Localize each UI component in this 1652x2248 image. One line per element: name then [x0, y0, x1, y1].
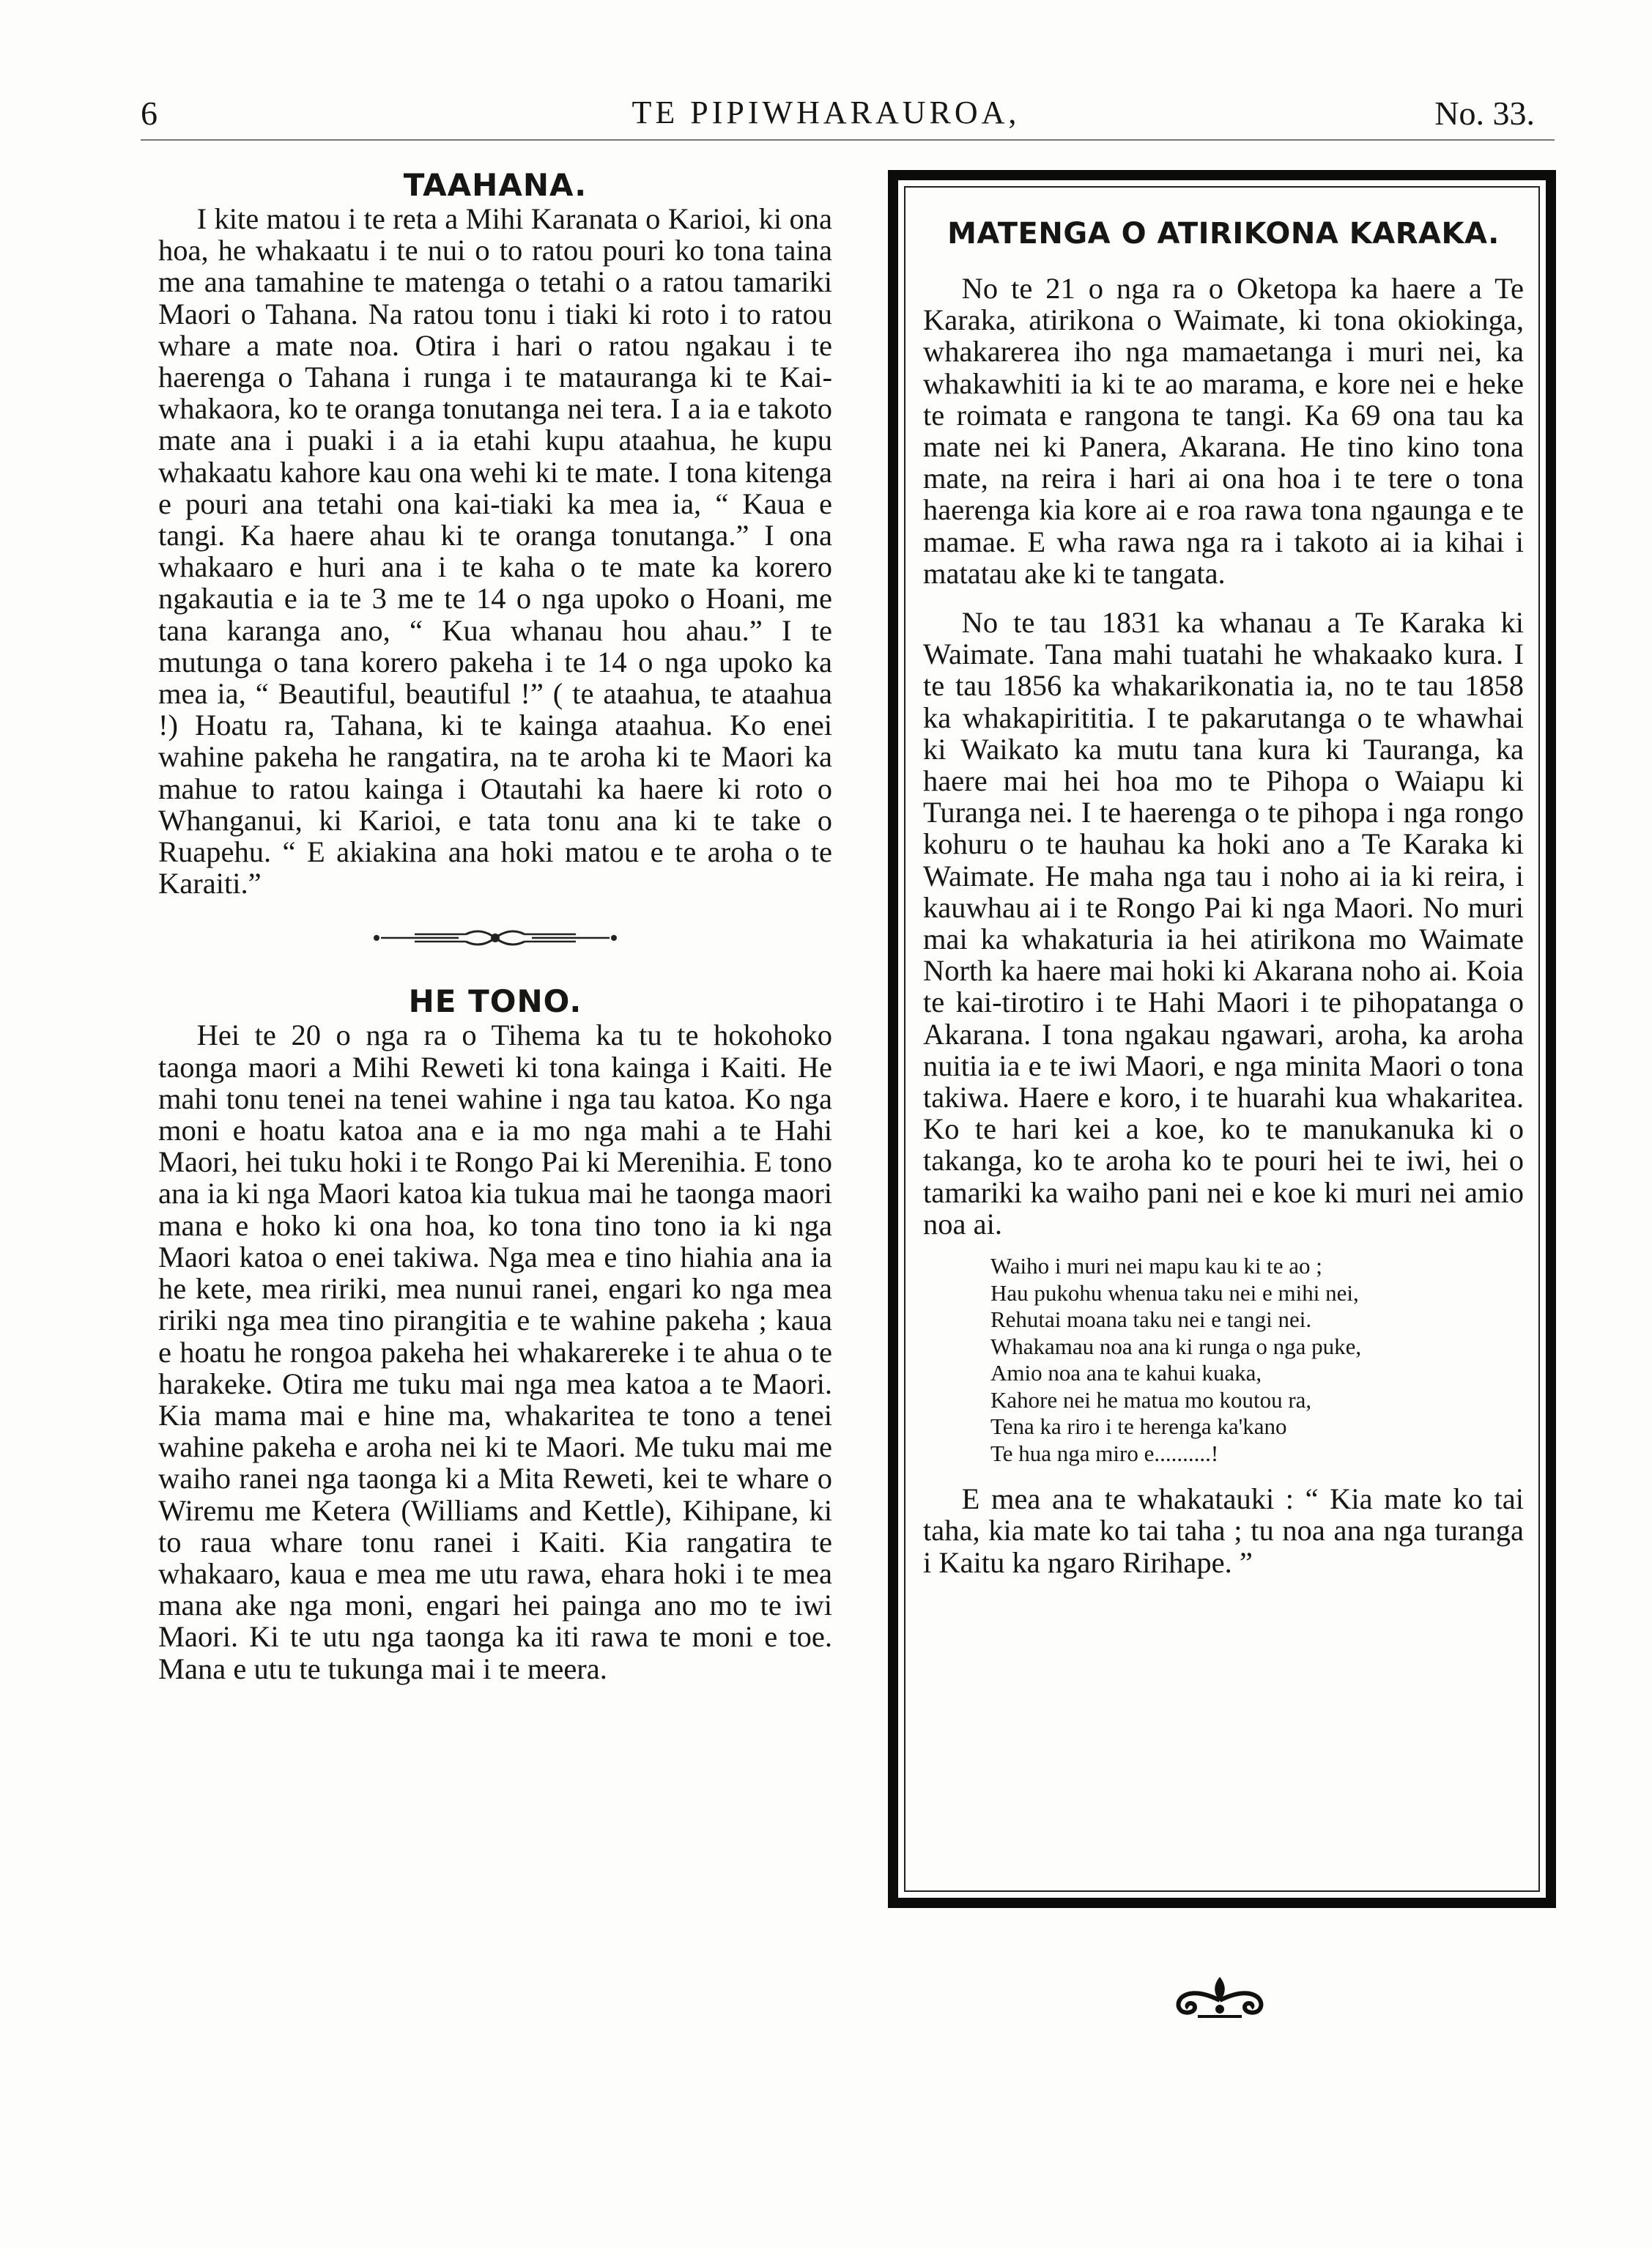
poem-line: Tena ka riro i te herenga ka'kano [990, 1413, 1287, 1440]
left-column [158, 167, 832, 1685]
poem-line: Rehutai moana taku nei e tangi nei. [990, 1306, 1312, 1333]
mourning-border-box [888, 170, 1556, 1908]
right-column [888, 170, 1556, 1908]
article-title-he-tono: HE TONO. [408, 983, 582, 1020]
poem-line: Waiho i muri nei mapu kau ki te ao ; [990, 1253, 1322, 1279]
poem-line: Hau pukohu whenua taku nei e mihi nei, [990, 1279, 1359, 1306]
header-rule [141, 139, 1555, 141]
ornament-icon [371, 925, 620, 950]
running-header [0, 0, 1652, 147]
article-title-taahana: TAAHANA. [403, 167, 588, 203]
publication-title: TE PIPIWHARAUROA, [631, 95, 1021, 130]
poem-line: Kahore nei he matua mo koutou ra, [990, 1386, 1312, 1413]
article-body-he-tono: Hei te 20 o nga ra o Tihema ka tu te hokohoko taonga maori a Mihi Reweti ki tona kainga i Kaiti. He mahi tonu tenei na tenei wahine i nga tau katoa. Ko nga moni e hoatu katoa ana e ia mo nga mahi a te Hahi Maori, hei tuku hoki i te Rongo Pai ki Merenihia. E tono ana ia ki nga Maori katoa kia tukua mai he taonga maori mana e hoko ki ona hoa, ko tona tino tono ia ki nga Maori katoa o enei takiwa. Nga mea e tino hiahia ana ia he kete, mea ririki, mea nunui ranei, engari ko nga mea ririki nga mea tino pirangitia e te wahine pakeha ; kaua e hoatu he rongoa pakeha hei whakarereke i te ahua o te harakeke. Otira me tuku mai nga mea katoa a te Maori. Kia mama mai e hine ma, whakaritea te tono a tenei wahine pakeha e aroha nei ki te Maori. Me tuku mai me waiho ranei nga taonga ki a Mita Reweti, kei te whare o Wiremu me Ketera (Williams and Kettle), Kihipane, ki to raua whare tonu ranei i Kaiti. Kia rangatira te whakaaro, kaua e mea me utu rawa, ehara hoki i te mea mana ake nga moni, engari hei painga ano mo te iwi Maori. Ki te utu nga taonga ka iti rawa te moni e toe. Mana e utu te tukunga mai i te meera. [158, 1018, 832, 1685]
lament-poem [990, 1253, 1524, 1467]
page-number: 6 [141, 95, 158, 132]
obituary-title: MATENGA O ATIRIKONA KARAKA. [947, 217, 1500, 251]
poem-line: Amio noa ana te kahui kuaka, [990, 1360, 1262, 1386]
obituary-paragraph-1: No te 21 o nga ra o Oketopa ka haere a Te Karaka, atirikona o Waimate, ki tona okiokinga, whakarerea iho nga mamaetanga i muri nei, ka whakawhiti ia ki te ao marama, e kore nei e heke te roimata e rangona te tangi. Ka 69 ona tau ka mate nei ki Panera, Akarana. He tino kino tona mate, na reira i hari ai ona hoa i te tere o tona haerenga kia kore ai e roa rawa tona ngaunga e te mamae. E wha rawa nga ra i takoto ai ia kihai i matatau ake ki te tangata. [923, 272, 1524, 590]
tailpiece-flourish-icon [1168, 1971, 1271, 2026]
obituary-paragraph-3: E mea ana te whakatauki : “ Kia mate ko tai taha, kia mate ko tai taha ; tu noa ana nga turanga i Kaitu ka ngaro Ririhape. ” [923, 1482, 1524, 1579]
obituary-paragraph-2: No te tau 1831 ka whanau a Te Karaka ki Waimate. Tana mahi tuatahi he whakaako kura. I te tau 1856 ka whakarikonatia ia, no te tau 1858 ka whakapirititia. I te pakarutanga o te whawhai ki Waikato ka mutu tana kura ki Tauranga, ka haere mai hei hoa mo te Pihopa o Waiapu ki Turanga nei. I te haerenga o te pihopa i nga rongo kohuru o te hauhau ka hoki ano a Te Karaka ki Waimate. He maha nga tau i noho ai ia ki reira, i kauwhau ai i te Rongo Pai ki nga Maori. No muri mai ka whakaturia ia hei atirikona mo Waimate North ka haere mai hoki ki Akarana noho ai. Koia te kai-tirotiro i te Hahi Maori i te pihopatanga o Akarana. I tona ngakau ngawari, aroha, ka aroha nuitia ia e te iwi Maori, e nga minita Maori o tona takiwa. Haere e koro, i te huarahi kua whakaritea. Ko te hari kei a koe, ko te manukanuka ki o takanga, ko te aroha ko te pouri hei te iwi, hei o tamariki ka waiho pani nei e koe ki muri nei amio noa ai. [923, 606, 1524, 1241]
poem-line: Whakamau noa ana ki runga o nga puke, [990, 1333, 1362, 1359]
article-body-taahana: I kite matou i te reta a Mihi Karanata o Karioi, ki ona hoa, he whakaatu i te nui o to ratou pouri ko tona taina me ana tamahine te matenga o tetahi o a ratou tamariki Maori o Tahana. Na ratou tonu i tiaki ki roto i to ratou whare a mate noa. Otira i hari o ratou ngakau i te haerenga o Tahana i runga i te matauranga ki te Kai-whakaora, ko te oranga tonutanga nei tera. I a ia e takoto mate ana i puaki i a ia etahi kupu ataahua, he kupu whakaatu kahore kau ona wehi ki te mate. I tona kitenga e pouri ana tetahi ona kai-tiaki ka mea ia, “ Kaua e tangi. Ka haere ahau ki te oranga tonutanga.” I ona whakaaro e huri ana i te kaha o te mate ka korero ngakautia e ia te 3 me te 14 o nga upoko o Hoani, me tana karanga ano, “ Kua whanau hou ahau.” I te mutunga o tana korero pakeha i te 14 o nga upoko ka mea ia, “ Beautiful, beautiful !” ( te ataahua, te ataahua !) Hoatu ra, Tahana, ki te kainga ataahua. Ko enei wahine pakeha he rangatira, na te aroha ki te Maori ka mahue to ratou kainga i Otautahi ka haere ki roto o Whanganui, ki Karioi, e tata tonu ana ki te take o Ruapehu. “ E akiakina ana hoki matou e te aroha o te Karaiti.” [158, 202, 832, 901]
poem-line: Te hua nga miro e..........! [990, 1440, 1219, 1466]
section-divider-ornament [158, 925, 832, 954]
issue-number: No. 33. [1434, 95, 1535, 132]
